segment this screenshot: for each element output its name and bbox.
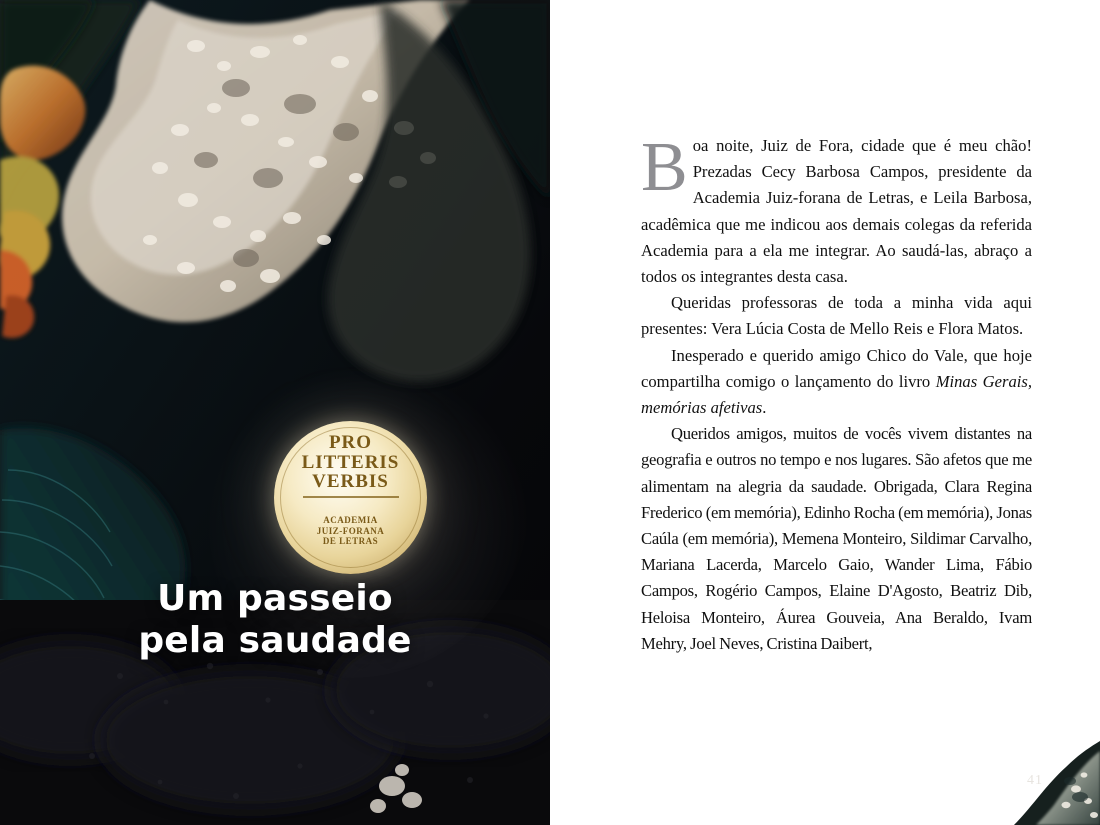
corner-artwork-svg bbox=[980, 741, 1100, 825]
seal-motto-line-1: PRO bbox=[328, 432, 373, 454]
seal-inner bbox=[274, 421, 427, 574]
paragraph-4: Queridos amigos, muitos de vocês vivem distantes na geografia e outros no tempo e nos lugares. São afetos que me alimentam na alegria da saudade. Obrigada, Clara Regina Frederico (em memória), Edinho Rocha (em memória), Jonas Caúla (em memória), Memena Monteiro, Sildimar Carvalho, Mariana Lacerda, Marcelo Gaio, Wander Lima, Fábio Campos, Rogério Campos, Elaine D'Agosto, Beatriz Dib, Heloisa Monteiro, Áurea Gouveia, Ana Beraldo, Ivam Mehry, Joel Neves, Cristina Daibert, bbox=[641, 424, 1032, 653]
paragraph-2: Queridas professoras de toda a minha vida aqui presentes: Vera Lúcia Costa de Mello Reis e Flora Matos. bbox=[641, 293, 1032, 339]
paragraph-3 bbox=[641, 343, 1032, 422]
page-number: 41 bbox=[1027, 773, 1043, 788]
corner-artwork bbox=[980, 741, 1100, 825]
paragraph-1-rest: Prezadas Cecy Barbosa Campos, presidente da Academia Juiz-forana de Letras, e Leila Barbosa, acadêmica que me indicou aos demais colegas da referida Academia para a ela me integrar. Ao saudá-las, abraço a todos os integrantes desta casa. bbox=[641, 162, 1032, 287]
paragraph-3-after: . bbox=[762, 398, 767, 418]
seal-academy-line-1: ACADEMIA bbox=[323, 515, 378, 526]
paragraph-1-lead: oa noite, Juiz de Fora, cidade que é meu chão! bbox=[692, 136, 1032, 155]
paragraph-3-before: Inesperado e querido amigo Chico do Vale, que hoje compartilha comigo o lançamento do livro bbox=[641, 345, 1032, 391]
book-title-italic: Minas Gerais, memórias afetivas bbox=[641, 371, 1033, 418]
paragraph-1 bbox=[641, 129, 1032, 290]
seal-divider bbox=[303, 496, 399, 498]
academy-seal bbox=[274, 421, 427, 574]
body-text-column bbox=[641, 129, 1033, 657]
chapter-title-line-2: pela saudade bbox=[138, 620, 412, 662]
chapter-title-line-1: Um passeio bbox=[157, 578, 393, 619]
seal-academy-line-2: JUIZ-FORANA bbox=[316, 525, 385, 536]
drop-cap: B bbox=[641, 129, 688, 206]
right-page bbox=[550, 0, 1100, 825]
chapter-title bbox=[0, 578, 550, 662]
seal-academy-line-3: DE LETRAS bbox=[322, 535, 379, 546]
seal-motto-line-3: VERBIS bbox=[312, 471, 389, 493]
seal-motto-line-2: LITTERIS bbox=[301, 451, 400, 473]
